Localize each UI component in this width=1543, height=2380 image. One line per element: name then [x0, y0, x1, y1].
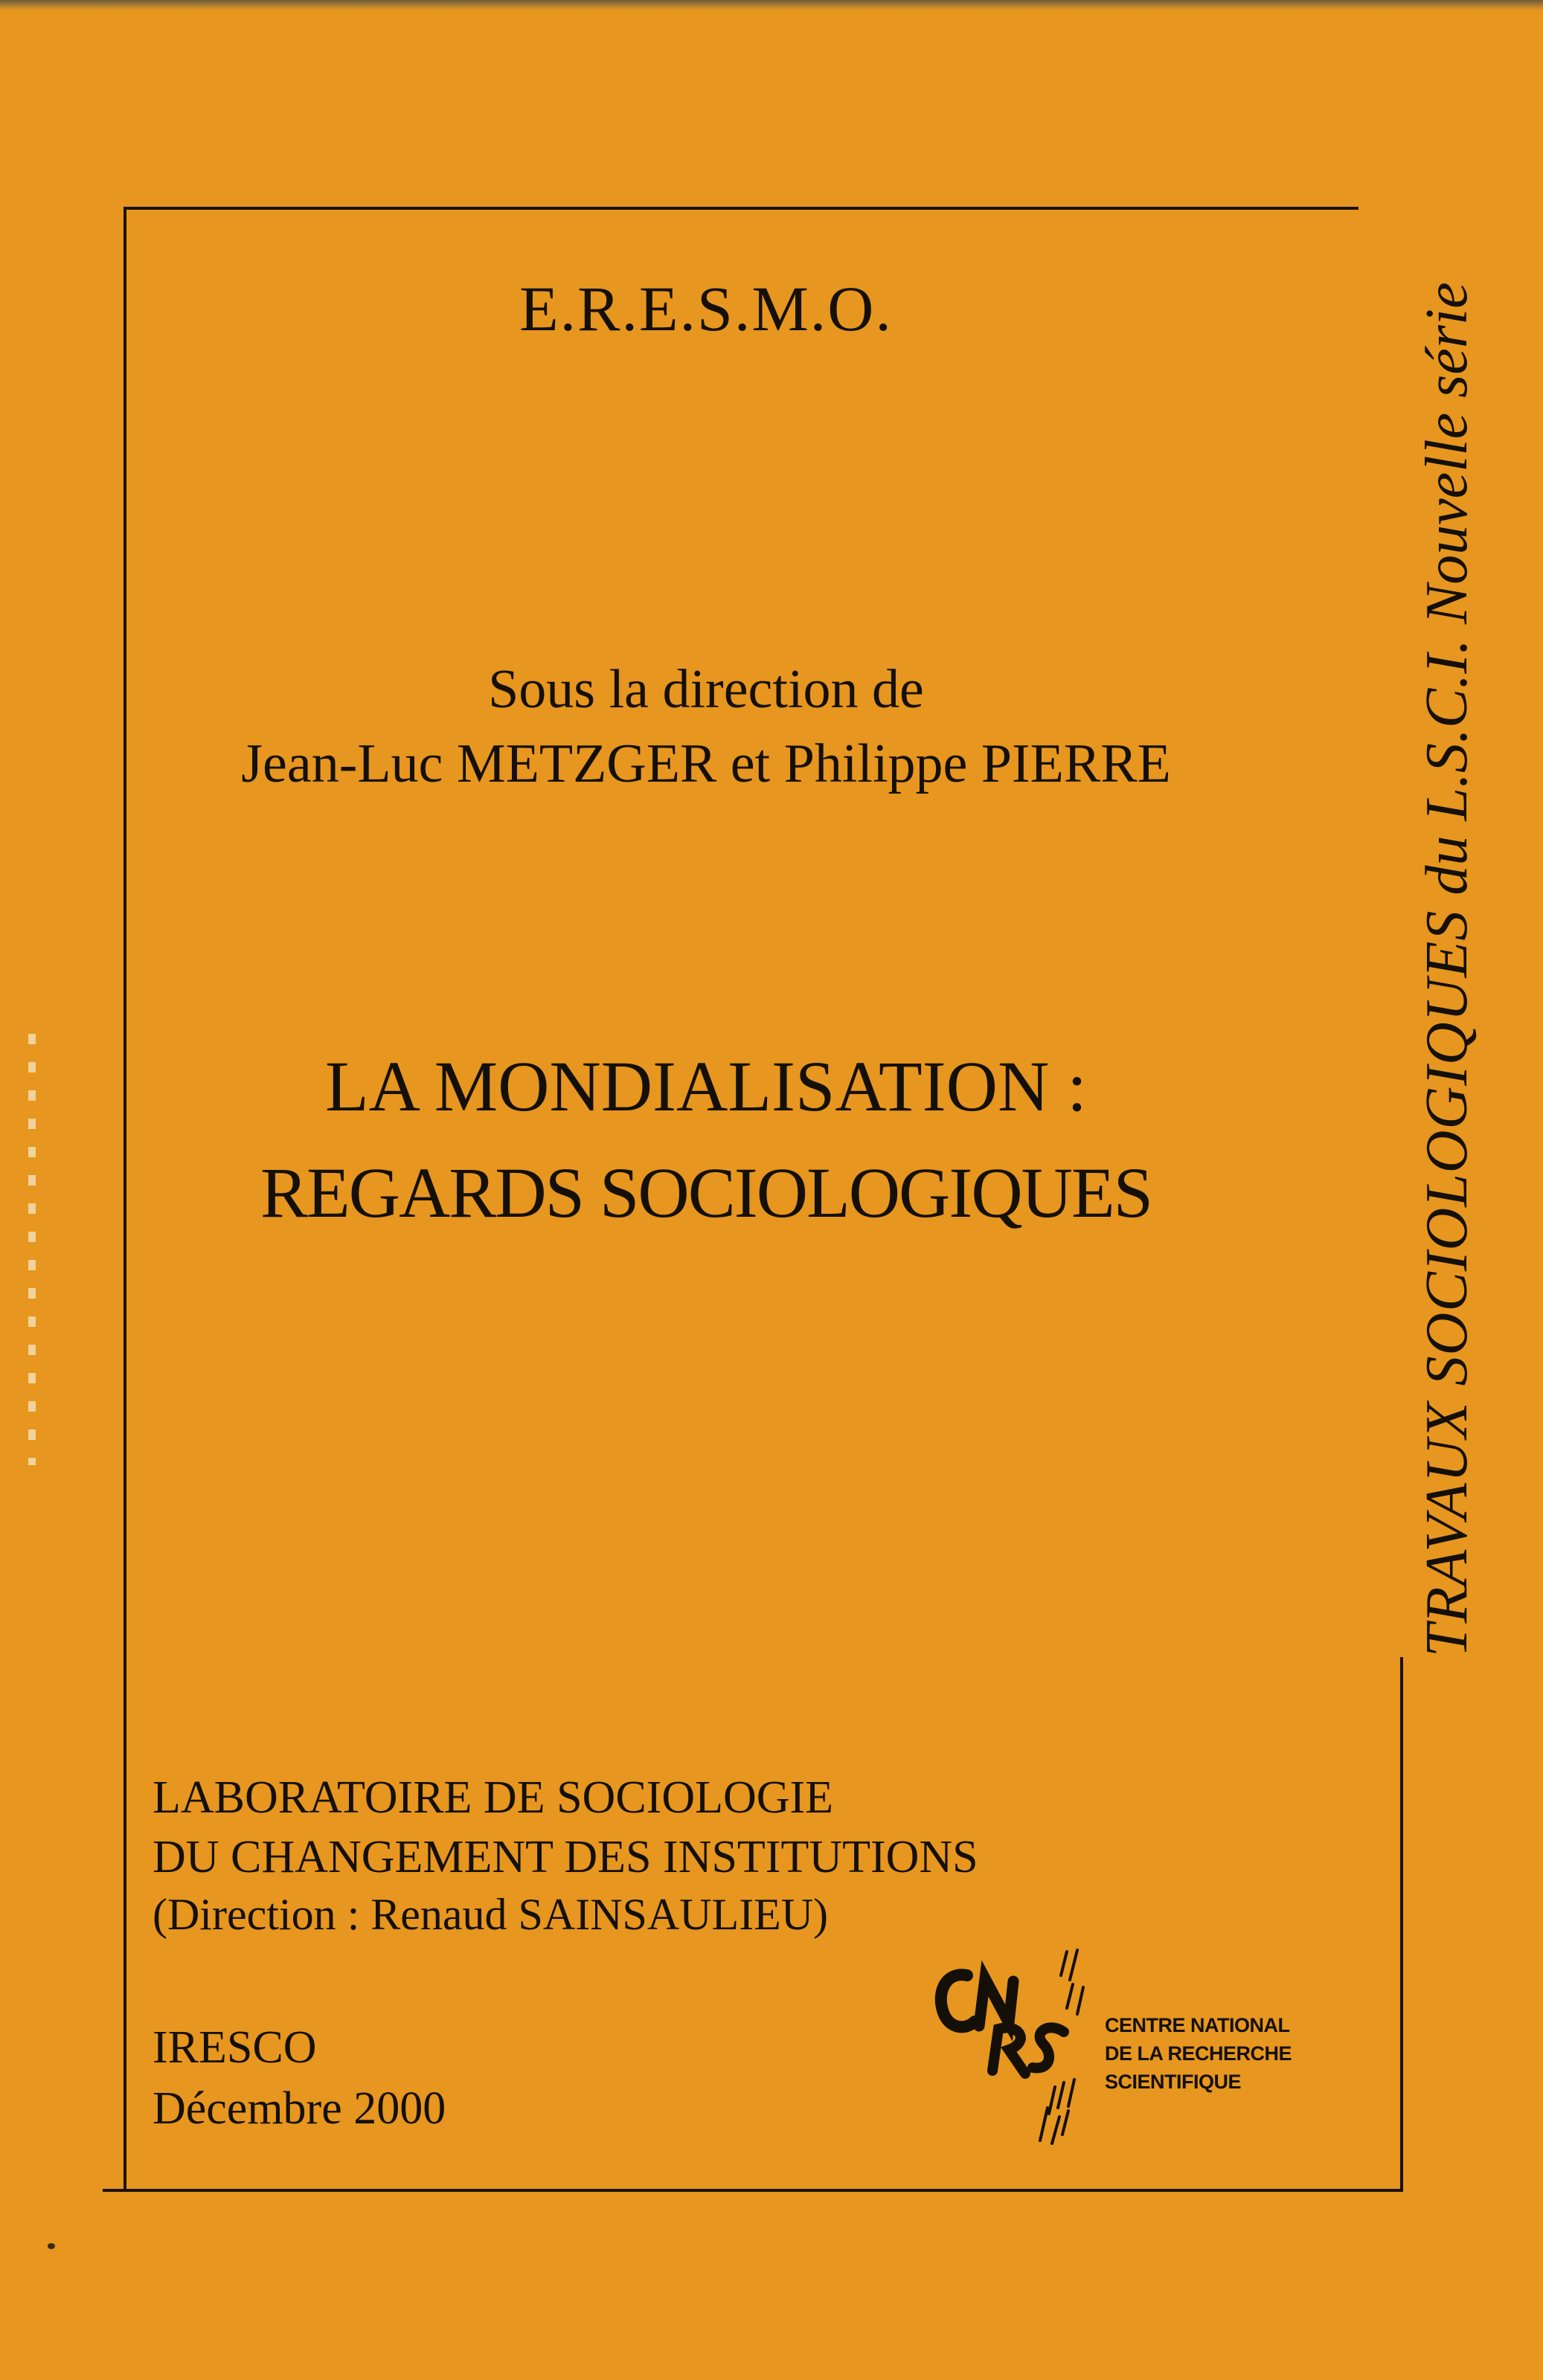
- book-title-line1: LA MONDIALISATION :: [325, 1046, 1087, 1126]
- series-title-vertical: [1414, 282, 1480, 1657]
- laboratory-line1: LABORATOIRE DE SOCIOLOGIE: [153, 1772, 834, 1823]
- print-speck: [48, 2243, 55, 2249]
- laboratory-line2: DU CHANGEMENT DES INSTITUTIONS: [153, 1832, 978, 1882]
- frame-right-border: [1400, 1657, 1403, 2192]
- cnrs-name-line2: DE LA RECHERCHE: [1105, 2042, 1292, 2065]
- organization-name: E.R.E.S.M.O.: [519, 273, 893, 344]
- frame-top-border: [123, 207, 1358, 210]
- cnrs-logo-icon: [921, 1949, 1100, 2149]
- cnrs-name-line3: SCIENTIFIQUE: [1105, 2071, 1242, 2093]
- book-title-line2: REGARDS SOCIOLOGIQUES: [260, 1153, 1152, 1232]
- publisher: IRESCO: [153, 2022, 317, 2073]
- publication-date: Décembre 2000: [153, 2083, 446, 2134]
- series-title-caps: TRAVAUX SOCIOLOGIQUES: [1414, 910, 1480, 1657]
- series-title-rest: du L.S.C.I. Nouvelle série: [1414, 282, 1480, 910]
- spine-marks: [28, 1034, 36, 1465]
- authors: Jean-Luc METZGER et Philippe PIERRE: [241, 733, 1171, 794]
- cover-top-edge: [0, 0, 1543, 10]
- laboratory-director: (Direction : Renaud SAINSAULIEU): [153, 1890, 829, 1939]
- frame-bottom-border: [103, 2189, 1403, 2192]
- direction-label: Sous la direction de: [488, 659, 924, 720]
- cnrs-name-line1: CENTRE NATIONAL: [1105, 2014, 1290, 2036]
